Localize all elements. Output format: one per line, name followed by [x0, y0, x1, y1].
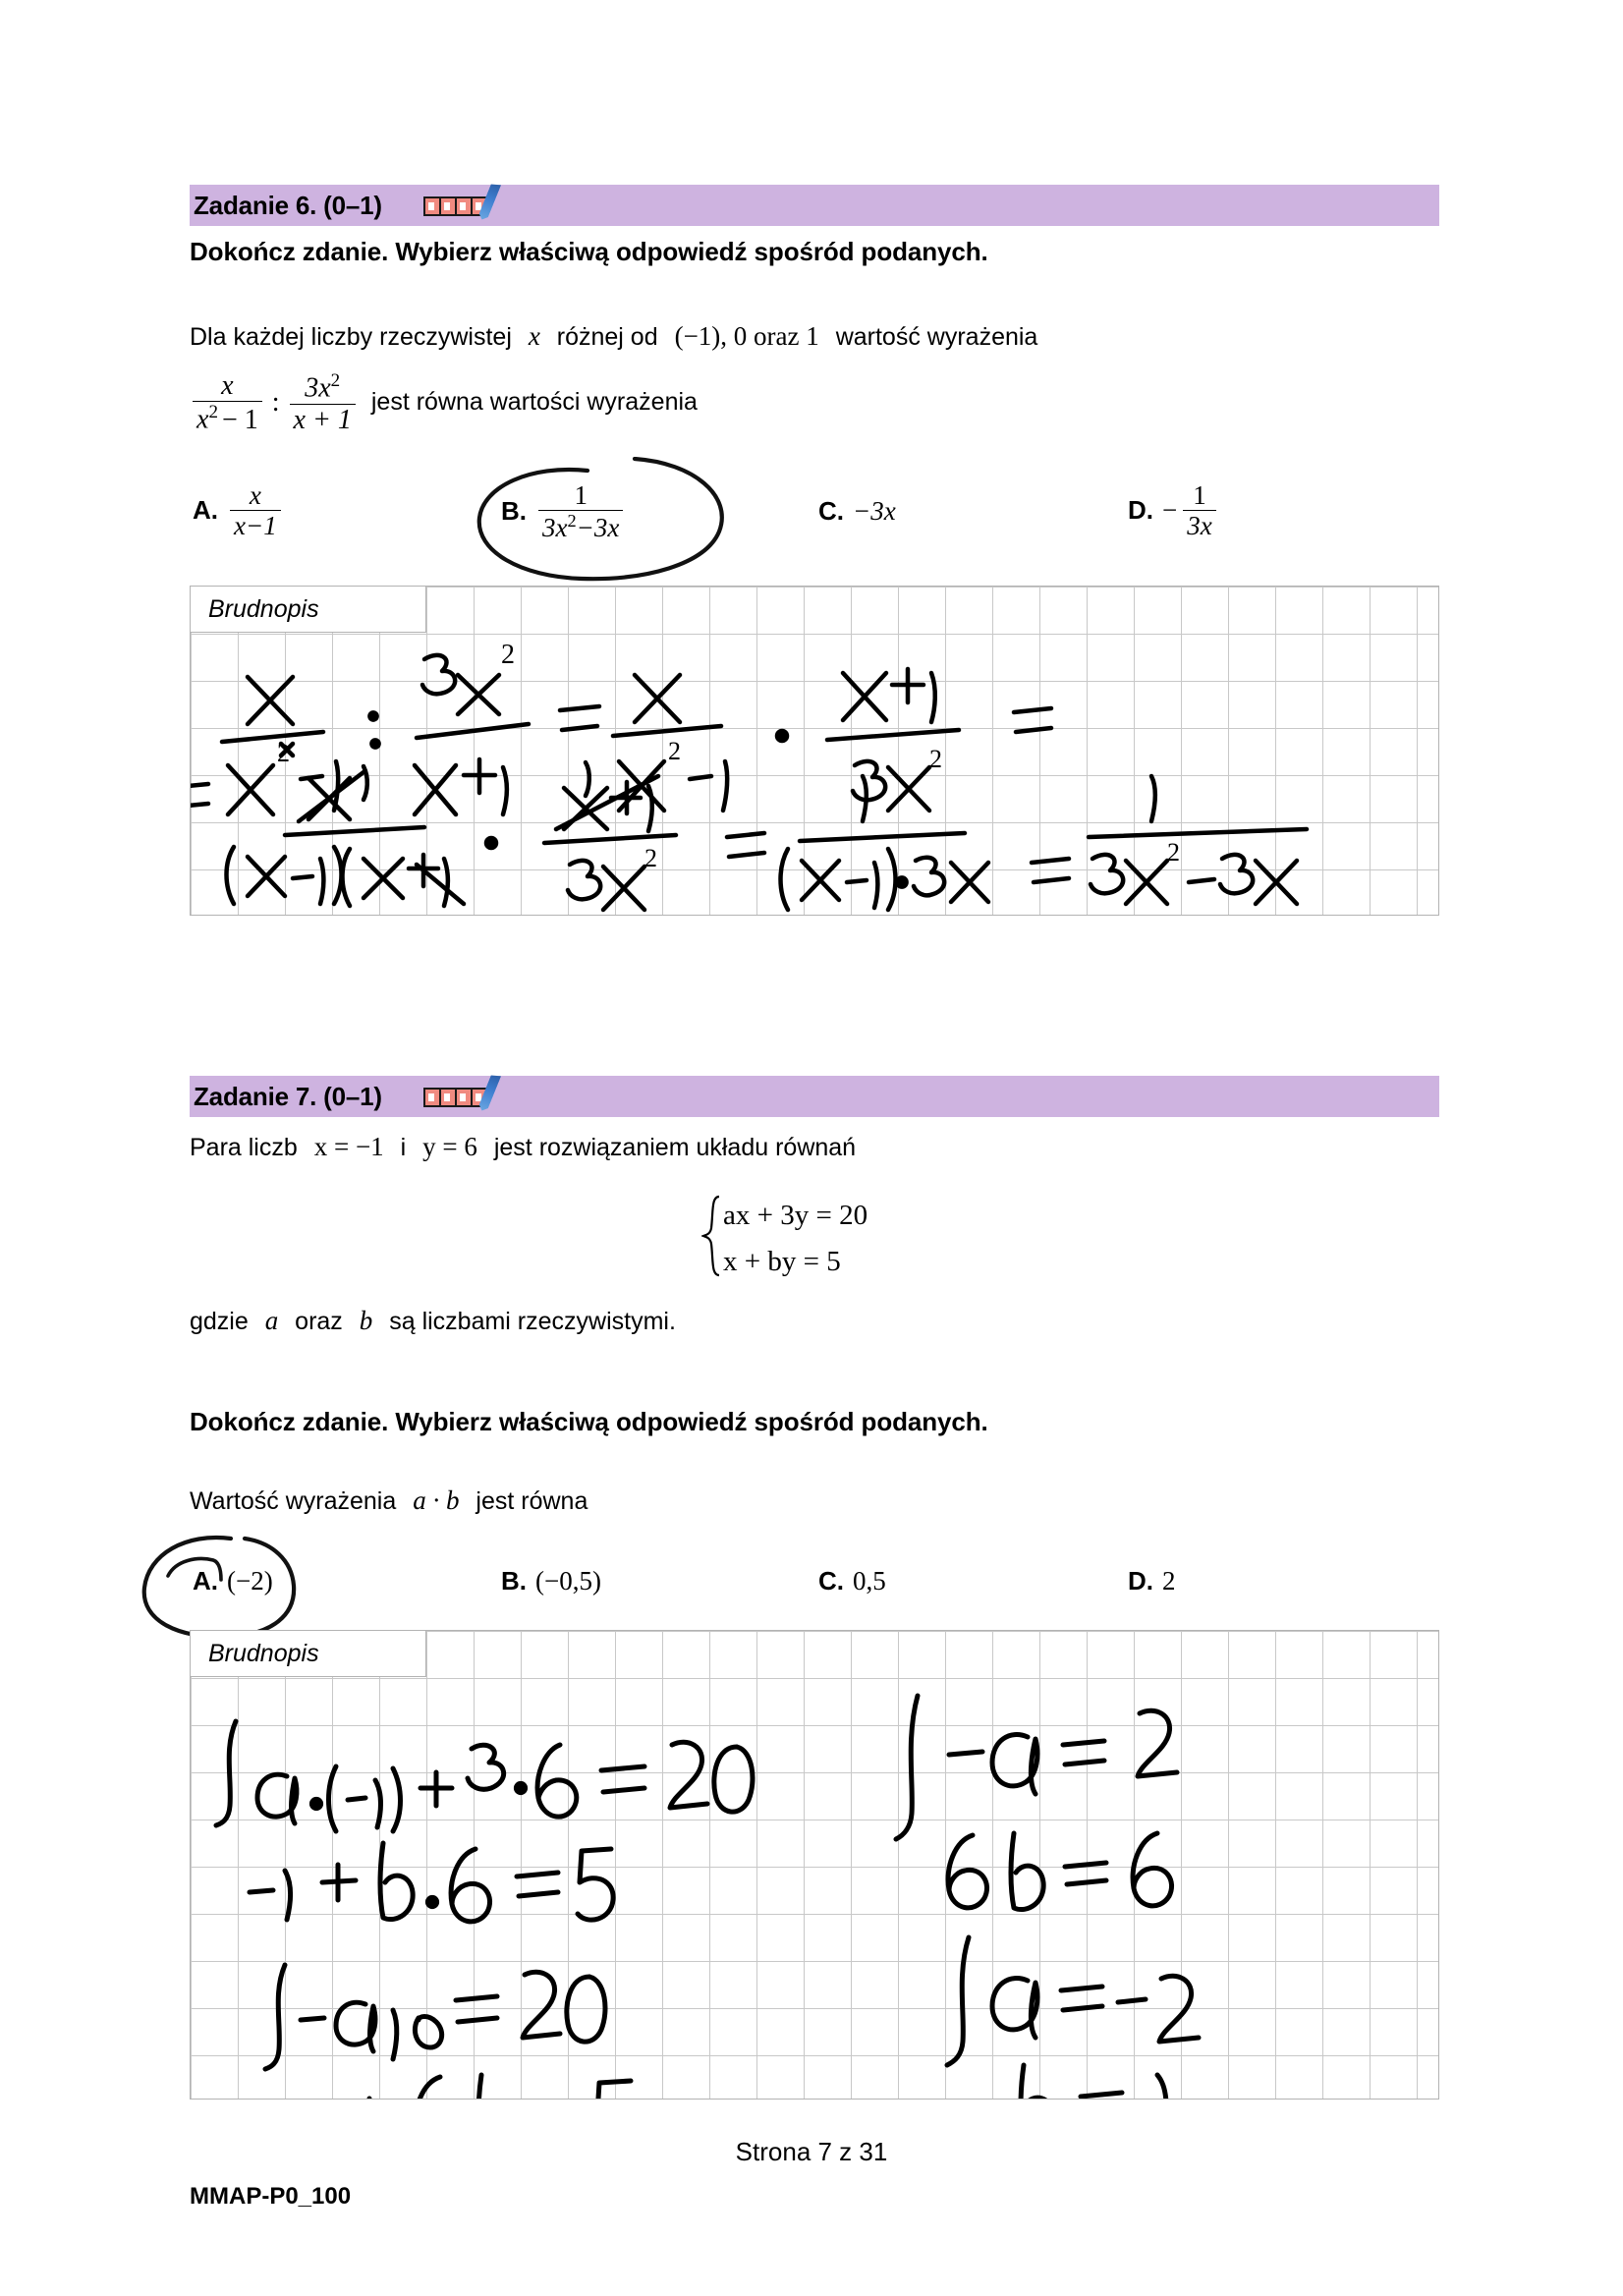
stem7-x-value: x = −1 — [313, 1132, 384, 1161]
scratch-grid-zadanie-7 — [190, 1630, 1439, 2100]
handwriting-zadanie-6-line2 — [191, 739, 1439, 916]
answer7-label-d: D. — [1128, 1566, 1153, 1596]
answer7-b-value: (−0,5) — [535, 1566, 601, 1596]
answer7-c-value: 0,5 — [853, 1566, 886, 1596]
answer7-d-value: 2 — [1162, 1566, 1176, 1596]
stem7-conjunction: i — [400, 1134, 407, 1161]
answer-c-value: −3x — [853, 496, 896, 526]
answer-option-d-zadanie-6[interactable] — [1128, 481, 1219, 540]
handwriting-zadanie-7 — [191, 1631, 1439, 2100]
equation-2: x + by = 5 — [723, 1245, 841, 1277]
instruction-zadanie-6: Dokończ zdanie. Wybierz właściwą odpowiedź spośród podanych. — [190, 237, 988, 266]
svg-text:2: 2 — [668, 737, 681, 765]
division-operator: : — [271, 386, 280, 418]
stem-line-1-zadanie-7 — [190, 1133, 856, 1162]
svg-text:2: 2 — [277, 739, 290, 767]
equation-1: ax + 3y = 20 — [723, 1200, 868, 1231]
answer-d-fraction: $\frac{1}{3x}$ — [1183, 481, 1215, 540]
fraction-2-denominator: x + 1 — [290, 404, 356, 434]
stem-line-1-zadanie-6 — [190, 322, 1037, 352]
answer-option-c-zadanie-6[interactable] — [818, 496, 896, 527]
task-title-zadanie-6: Zadanie 6. (0–1) — [194, 190, 382, 220]
fraction-2-numerator: $3x^2$ — [305, 370, 341, 404]
where-symbol-a: a — [264, 1306, 279, 1335]
points-boxes-icon — [423, 191, 512, 220]
where-text-b: oraz — [295, 1308, 343, 1335]
answer-option-d-zadanie-7[interactable] — [1128, 1566, 1176, 1596]
where-symbol-b: b — [359, 1306, 373, 1335]
answer7-label-c: C. — [818, 1566, 844, 1596]
answer7-label-b: B. — [501, 1566, 527, 1596]
svg-text:2: 2 — [1167, 838, 1180, 867]
answer-label-b: B. — [501, 496, 527, 527]
answer-option-b-zadanie-6[interactable] — [501, 481, 626, 542]
sheet-code: MMAP-P0_100 — [190, 2183, 352, 2210]
task-title-zadanie-7: Zadanie 7. (0–1) — [194, 1081, 382, 1111]
expression-fraction-2 — [290, 371, 356, 434]
where-line-zadanie-7 — [190, 1307, 676, 1336]
value-symbol-ab: a · b — [413, 1485, 460, 1515]
answer7-label-a: A. — [193, 1566, 218, 1596]
page-footer: Strona 7 z 31 — [735, 2137, 888, 2166]
stem-text-c: wartość wyrażenia — [835, 323, 1038, 351]
value-line-zadanie-7 — [190, 1486, 588, 1516]
stem7-text-b: jest rozwiązaniem układu równań — [493, 1134, 857, 1161]
answer-option-a-zadanie-7[interactable] — [193, 1566, 273, 1596]
value-text-a: Wartość wyrażenia — [190, 1487, 397, 1515]
instruction-zadanie-7: Dokończ zdanie. Wybierz właściwą odpowiedź spośród podanych. — [190, 1407, 988, 1436]
task-header-bar-zadanie-6 — [190, 185, 1439, 226]
where-text-c: są liczbami rzeczywistymi. — [389, 1308, 676, 1335]
fraction-1-numerator: x — [221, 370, 234, 401]
answer-label-a: A. — [193, 495, 218, 526]
stem7-text-a: Para liczb — [190, 1134, 298, 1161]
answer-d-sign: − — [1162, 495, 1178, 526]
stem-variable-x: x — [528, 321, 540, 351]
expression-tail-text: jest równa wartości wyrażenia — [370, 388, 698, 417]
scratch-label-zadanie-7: Brudnopis — [191, 1631, 426, 1677]
stem-excluded-values: (−1), 0 oraz 1 — [674, 321, 819, 351]
svg-text:2: 2 — [501, 640, 515, 670]
points-boxes-icon-2 — [423, 1082, 512, 1111]
handwriting-zadanie-6 — [191, 587, 1439, 916]
scratch-label-zadanie-6: Brudnopis — [191, 587, 426, 633]
answer7-a-value: (−2) — [227, 1566, 273, 1596]
answer-label-d: D. — [1128, 495, 1153, 526]
expression-line-zadanie-6 — [190, 371, 698, 434]
scratch-grid-zadanie-6 — [190, 586, 1439, 916]
expression-fraction-1 — [193, 371, 262, 434]
answer-option-b-zadanie-7[interactable] — [501, 1566, 601, 1596]
svg-text:2: 2 — [644, 844, 657, 872]
where-text-a: gdzie — [190, 1308, 249, 1335]
stem-text-a: Dla każdej liczby rzeczywistej — [190, 323, 512, 351]
answer-a-fraction: $\frac{x}{x-1}$ — [230, 481, 281, 540]
answer-option-c-zadanie-7[interactable] — [818, 1566, 886, 1596]
system-of-equations — [701, 1195, 867, 1282]
stem-text-b: różnej od — [556, 323, 658, 351]
stem7-y-value: y = 6 — [422, 1132, 477, 1161]
answer-b-fraction: $\frac{1}{3x^2-3x}$ — [538, 481, 623, 542]
task-header-bar-zadanie-7 — [190, 1076, 1439, 1117]
svg-text:2: 2 — [929, 745, 942, 773]
brace-icon — [701, 1195, 723, 1282]
answer-option-a-zadanie-6[interactable] — [193, 481, 284, 540]
fraction-1-denominator: $x^2 - 1$ — [193, 401, 262, 434]
value-text-b: jest równa — [476, 1487, 588, 1515]
answer-label-c: C. — [818, 496, 844, 526]
